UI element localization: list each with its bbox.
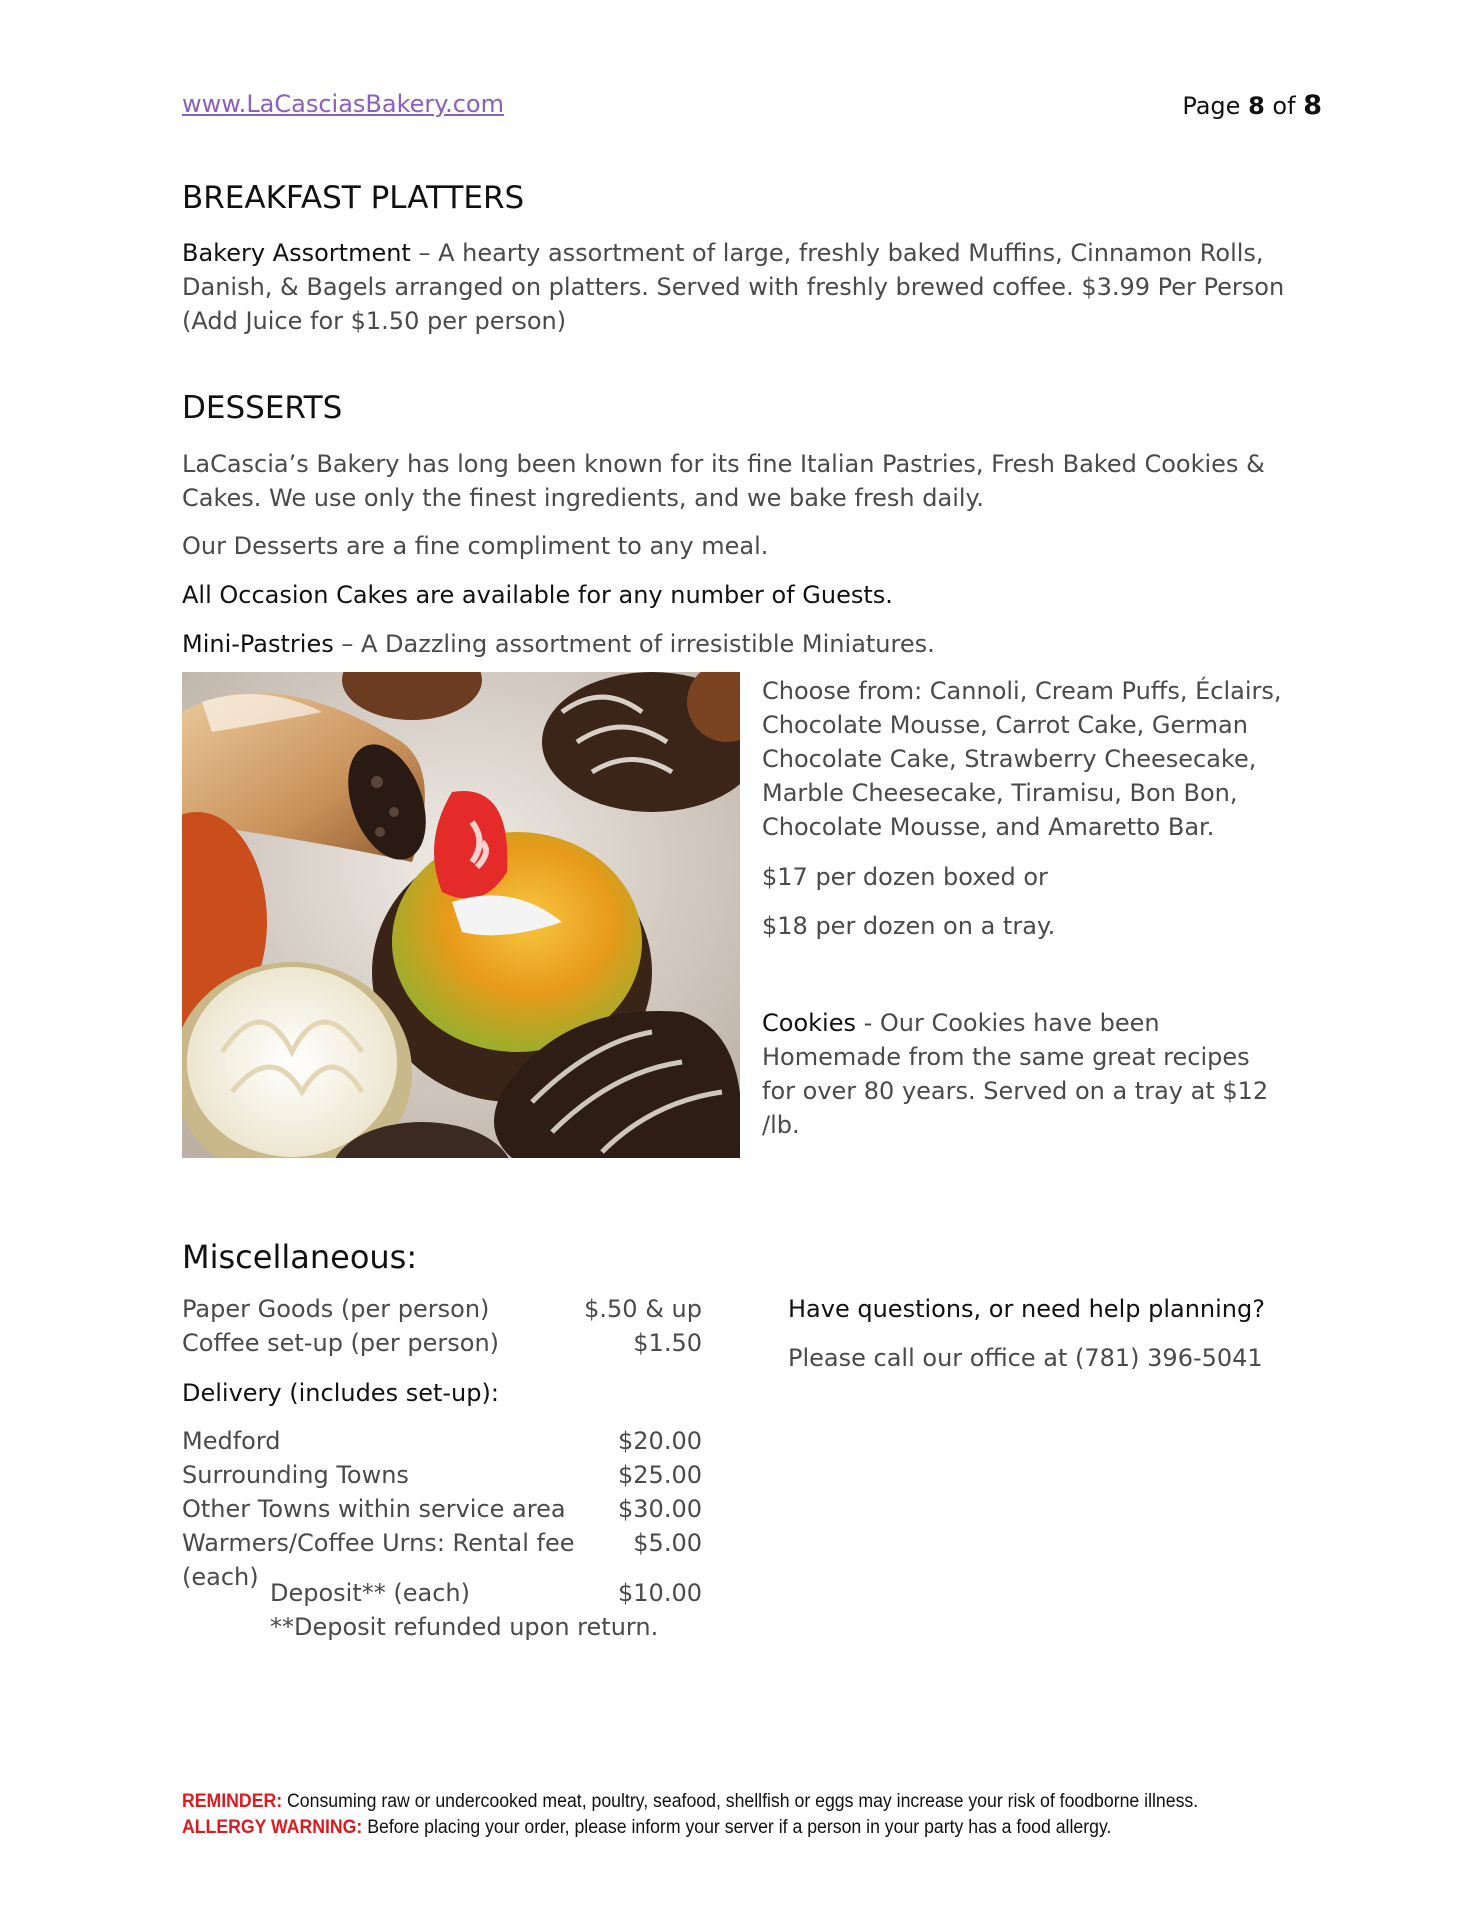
delivery-heading: Delivery (includes set-up): (182, 1379, 499, 1407)
pastries-photo (182, 672, 740, 1158)
website-link[interactable]: www.LaCasciasBakery.com (182, 90, 504, 118)
desserts-heading: DESSERTS (182, 390, 343, 426)
mini-pastries-text: Mini-Pastries – A Dazzling assortment of irresistible Miniatures. (182, 630, 935, 658)
page-number: Page 8 of 8 (1182, 90, 1322, 121)
price-boxed: $17 per dozen boxed or (762, 863, 1048, 891)
cakes-note: All Occasion Cakes are available for any number of Guests. (182, 581, 893, 609)
delivery-row: Surrounding Towns $25.00 (182, 1461, 702, 1489)
misc-heading: Miscellaneous: (182, 1238, 418, 1276)
breakfast-heading: BREAKFAST PLATTERS (182, 180, 525, 216)
desserts-intro: LaCascia’s Bakery has long been known for its fine Italian Pastries, Fresh Baked Cookies & Cakes. We use only the finest ingredients, and we bake fresh daily. (182, 450, 1265, 512)
delivery-row: Warmers/Coffee Urns: Rental fee (each) $5.00 (182, 1529, 702, 1591)
cookies-text: Cookies - Our Cookies have been Homemade from the same great recipes for over 80 years. Served on a tray at $12 /lb. (762, 1009, 1269, 1139)
misc-row: Coffee set-up (per person) $1.50 (182, 1329, 702, 1357)
delivery-list (182, 1424, 702, 1594)
contact-phone: Please call our office at (781) 396-5041 (788, 1344, 1263, 1372)
delivery-row: Medford $20.00 (182, 1427, 702, 1455)
allergy-warning: ALLERGY WARNING: Before placing your order, please inform your server if a person in your party has a food allergy. (182, 1817, 1112, 1838)
delivery-row: Other Towns within service area $30.00 (182, 1495, 702, 1523)
misc-row: Paper Goods (per person) $.50 & up (182, 1295, 702, 1323)
price-tray: $18 per dozen on a tray. (762, 912, 1056, 940)
misc-list (182, 1292, 702, 1360)
deposit-block (270, 1576, 702, 1644)
desserts-compliment: Our Desserts are a fine compliment to any meal. (182, 532, 769, 560)
deposit-note: **Deposit refunded upon return. (270, 1613, 659, 1641)
deposit-row: Deposit** (each) $10.00 (270, 1579, 702, 1607)
pastries-illustration (182, 672, 740, 1158)
mini-pastries-choices: Choose from: Cannoli, Cream Puffs, Éclairs, Chocolate Mousse, Carrot Cake, German Chocolate Cake, Strawberry Cheesecake, Marble Cheesecake, Tiramisu, Bon Bon, Chocolate Mousse, and Amaretto Bar. (762, 677, 1282, 841)
contact-question: Have questions, or need help planning? (788, 1295, 1265, 1323)
bakery-assortment-text: Bakery Assortment – A hearty assortment of large, freshly baked Muffins, Cinnamon Rolls, Danish, & Bagels arranged on platters. Served with freshly brewed coffee. $3.99 Per Person (Add Juice for $1.50 per person) (182, 239, 1285, 335)
reminder-notice: REMINDER: Consuming raw or undercooked meat, poultry, seafood, shellfish or eggs may increase your risk of foodborne illness. (182, 1791, 1199, 1812)
